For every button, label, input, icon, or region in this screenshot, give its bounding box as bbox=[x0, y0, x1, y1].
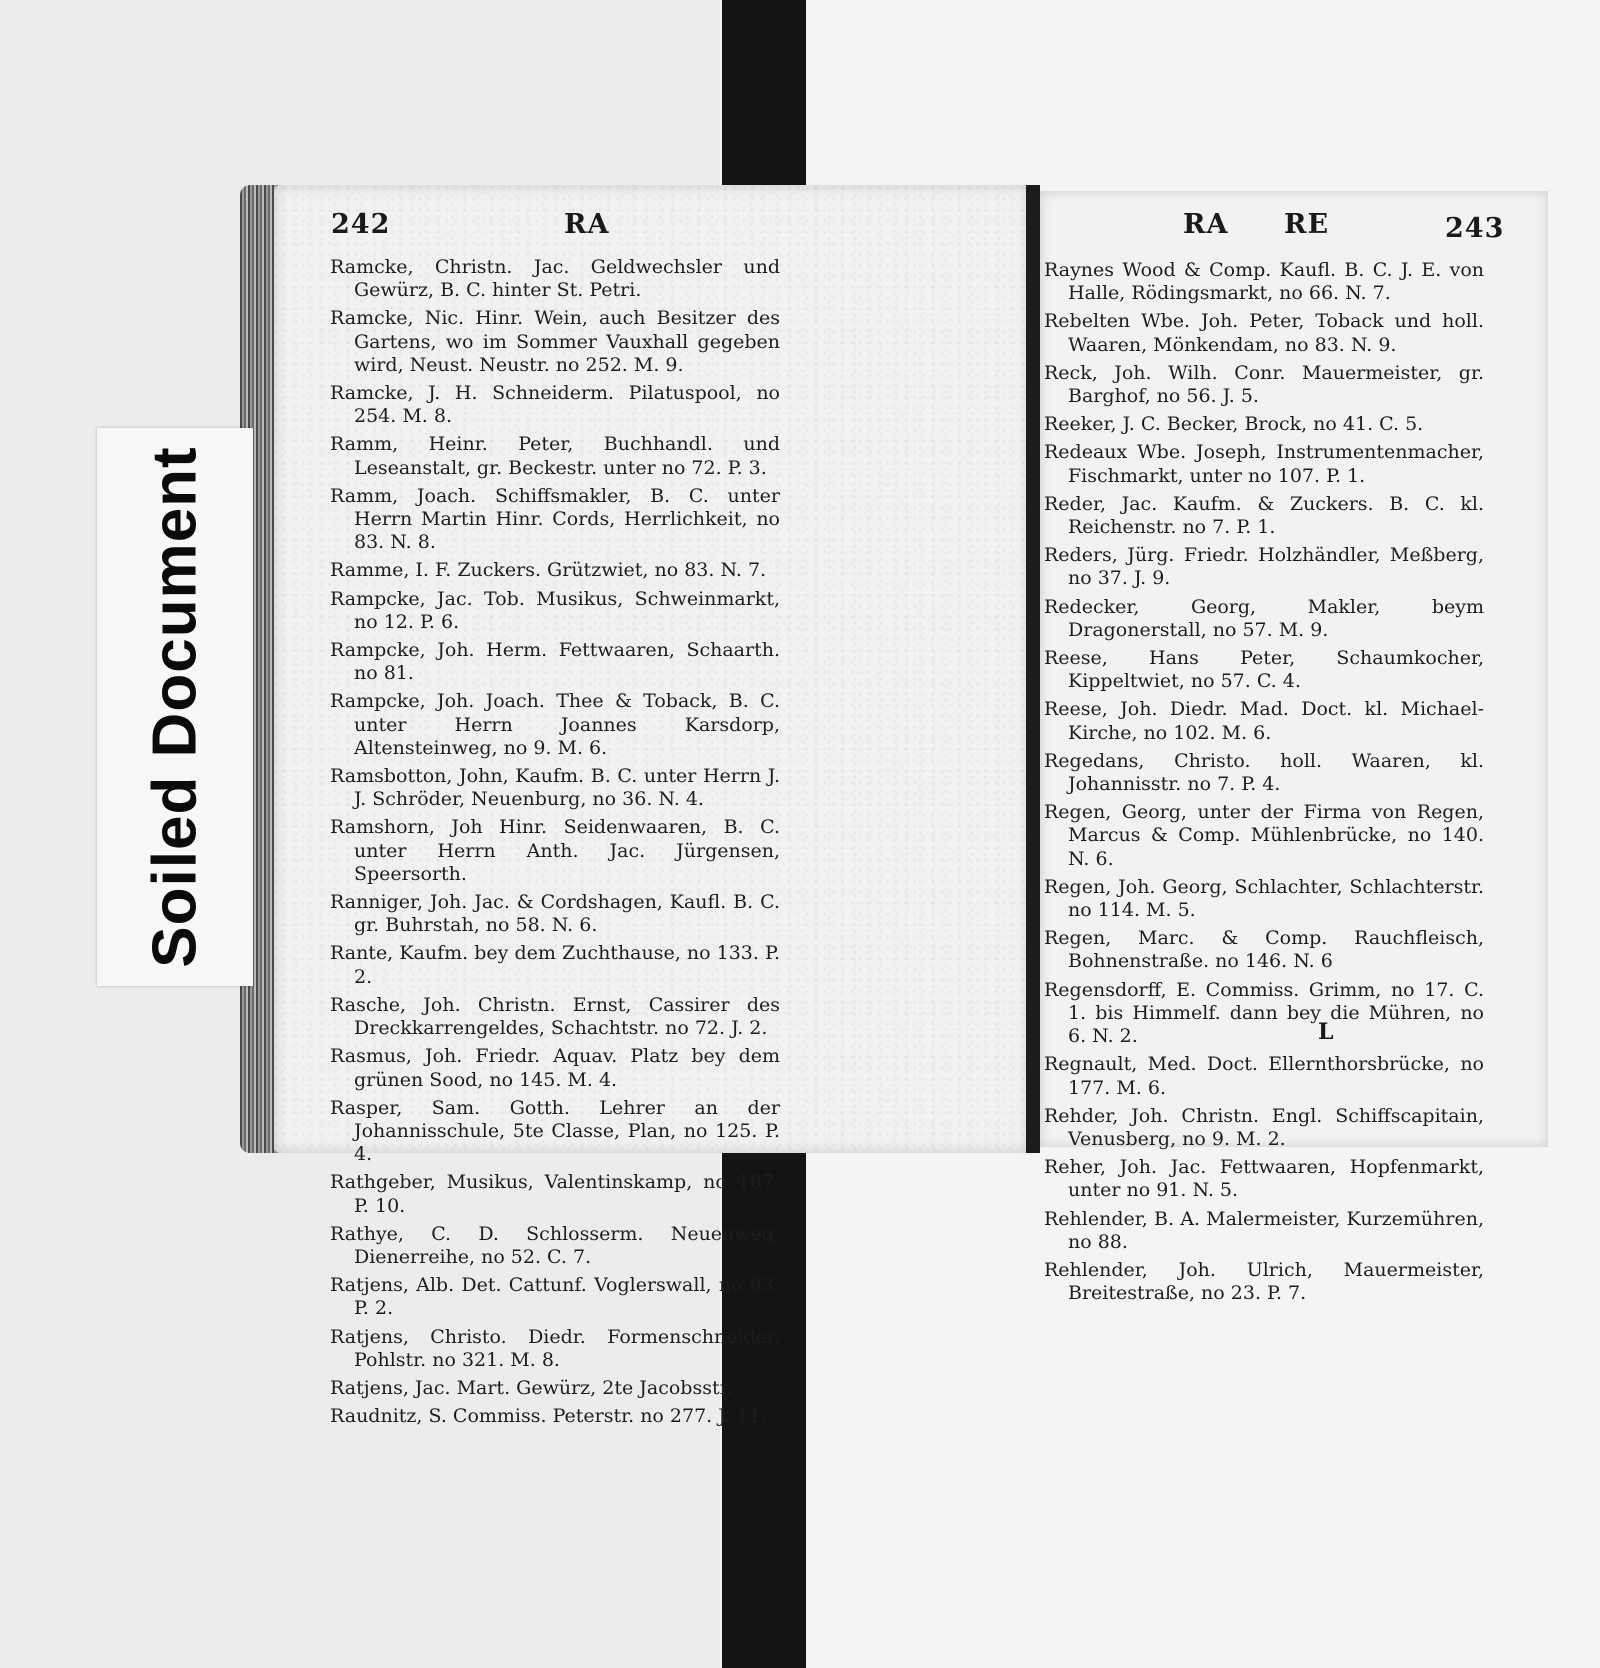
directory-entry: Regensdorff, E. Commiss. Grimm, no 17. C. 1. bis Himmelf. dann bey die Mühren, no 6. N. 2. bbox=[1044, 978, 1484, 1048]
directory-entry: Ramsbotton, John, Kaufm. B. C. unter Herrn J. J. Schröder, Neuenburg, no 36. N. 4. bbox=[330, 765, 780, 811]
directory-entry: Rehder, Joh. Christn. Engl. Schiffscapitain, Venusberg, no 9. M. 2. bbox=[1044, 1104, 1484, 1150]
directory-entry: Redecker, Georg, Makler, beym Dragonerstall, no 57. M. 9. bbox=[1044, 595, 1484, 641]
directory-entry: Rebelten Wbe. Joh. Peter, Toback und holl. Waaren, Mönkendam, no 83. N. 9. bbox=[1044, 310, 1484, 356]
left-entry-list bbox=[330, 256, 780, 1433]
directory-entry: Rampcke, Jac. Tob. Musikus, Schweinmarkt, no 12. P. 6. bbox=[330, 587, 780, 633]
right-running-head-right: RE bbox=[1284, 209, 1330, 240]
left-running-head: RA bbox=[564, 209, 610, 240]
right-entry-list bbox=[1044, 259, 1484, 1310]
directory-entry: Regedans, Christo. holl. Waaren, kl. Johannisstr. no 7. P. 4. bbox=[1044, 749, 1484, 796]
directory-entry: Ramm, Joach. Schiffsmakler, B. C. unter Herrn Martin Hinr. Cords, Herrlichkeit, no 83. N. 8. bbox=[330, 484, 780, 554]
directory-entry: Rasmus, Joh. Friedr. Aquav. Platz bey dem grünen Sood, no 145. M. 4. bbox=[330, 1045, 780, 1091]
directory-entry: Rehlender, B. A. Malermeister, Kurzemühren, no 88. bbox=[1044, 1207, 1484, 1253]
directory-entry: Ramshorn, Joh Hinr. Seidenwaaren, B. C. unter Herrn Anth. Jac. Jürgensen, Speersorth. bbox=[330, 816, 780, 885]
directory-entry: Regnault, Med. Doct. Ellernthorsbrücke, no 177. M. 6. bbox=[1044, 1053, 1484, 1099]
right-page bbox=[1040, 191, 1548, 1305]
directory-entry: Rehlender, Joh. Ulrich, Mauermeister, Breitestraße, no 23. P. 7. bbox=[1044, 1258, 1484, 1305]
directory-entry: Ramcke, Christn. Jac. Geldwechsler und Gewürz, B. C. hinter St. Petri. bbox=[330, 256, 780, 302]
right-running-head-left: RA bbox=[1183, 209, 1229, 240]
directory-entry: Reder, Jac. Kaufm. & Zuckers. B. C. kl. Reichenstr. no 7. P. 1. bbox=[1044, 492, 1484, 539]
soiled-document-stamp bbox=[97, 428, 253, 986]
left-page bbox=[274, 185, 1030, 1428]
right-page-number: 243 bbox=[1445, 213, 1505, 244]
open-book bbox=[240, 185, 1505, 1428]
directory-entry: Reher, Joh. Jac. Fettwaaren, Hopfenmarkt, unter no 91. N. 5. bbox=[1044, 1156, 1484, 1202]
directory-entry: Rante, Kaufm. bey dem Zuchthause, no 133. P. 2. bbox=[330, 942, 780, 988]
directory-entry: Rasper, Sam. Gotth. Lehrer an der Johannisschule, 5te Classe, Plan, no 125. P. 4. bbox=[330, 1096, 780, 1166]
directory-entry: Reese, Hans Peter, Schaumkocher, Kippeltwiet, no 57. C. 4. bbox=[1044, 647, 1484, 693]
directory-entry: Reck, Joh. Wilh. Conr. Mauermeister, gr. Barghof, no 56. J. 5. bbox=[1044, 361, 1484, 408]
directory-entry: Rathye, C. D. Schlosserm. Neuenweg, Dienerreihe, no 52. C. 7. bbox=[330, 1222, 780, 1268]
directory-entry: Ramcke, Nic. Hinr. Wein, auch Besitzer des Gartens, wo im Sommer Vauxhall gegeben wird, Neust. Neustr. no 252. M. 9. bbox=[330, 307, 780, 376]
directory-entry: Regen, Joh. Georg, Schlachter, Schlachterstr. no 114. M. 5. bbox=[1044, 875, 1484, 922]
directory-entry: Reeker, J. C. Becker, Brock, no 41. C. 5. bbox=[1044, 413, 1424, 436]
directory-entry: Ramm, Heinr. Peter, Buchhandl. und Leseanstalt, gr. Beckestr. unter no 72. P. 3. bbox=[330, 433, 780, 479]
directory-entry: Reese, Joh. Diedr. Mad. Doct. kl. Michael-Kirche, no 102. M. 6. bbox=[1044, 698, 1484, 744]
directory-entry: Raudnitz, S. Commiss. Peterstr. no 277. J. 11. bbox=[330, 1405, 767, 1428]
directory-entry: Ranniger, Joh. Jac. & Cordshagen, Kaufl. B. C. gr. Buhrstah, no 58. N. 6. bbox=[330, 891, 780, 937]
directory-entry: Ramcke, J. H. Schneiderm. Pilatuspool, no 254. M. 8. bbox=[330, 382, 780, 428]
directory-entry: Ratjens, Alb. Det. Cattunf. Voglerswall, no 93. P. 2. bbox=[330, 1274, 780, 1320]
directory-entry: Regen, Marc. & Comp. Rauchfleisch, Bohnenstraße. no 146. N. 6 bbox=[1044, 927, 1484, 973]
directory-entry: Ramme, I. F. Zuckers. Grützwiet, no 83. N. 7. bbox=[330, 559, 767, 582]
directory-entry: Ratjens, Christo. Diedr. Formenschneider, Pohlstr. no 321. M. 8. bbox=[330, 1325, 780, 1371]
book-gutter bbox=[1026, 185, 1040, 1153]
left-page-number: 242 bbox=[331, 209, 391, 240]
directory-entry: Rathgeber, Musikus, Valentinskamp, no 167. P. 10. bbox=[330, 1171, 780, 1217]
directory-entry: Rampcke, Joh. Herm. Fettwaaren, Schaarth. no 81. bbox=[330, 639, 780, 685]
directory-entry: Rasche, Joh. Christn. Ernst, Cassirer des Dreckkarrengeldes, Schachtstr. no 72. J. 2. bbox=[330, 993, 780, 1040]
directory-entry: Rampcke, Joh. Joach. Thee & Toback, B. C. unter Herrn Joannes Karsdorp, Altensteinweg, no 9. M. 6. bbox=[330, 690, 780, 759]
directory-entry: Ratjens, Jac. Mart. Gewürz, 2te Jacobsstr. bbox=[330, 1376, 733, 1399]
directory-entry: Raynes Wood & Comp. Kaufl. B. C. J. E. von Halle, Rödingsmarkt, no 66. N. 7. bbox=[1044, 259, 1484, 305]
signature-mark: L bbox=[1318, 1019, 1335, 1045]
directory-entry: Reders, Jürg. Friedr. Holzhändler, Meßberg, no 37. J. 9. bbox=[1044, 544, 1484, 590]
stamp-text: Soiled Document bbox=[140, 446, 210, 968]
directory-entry: Redeaux Wbe. Joseph, Instrumentenmacher, Fischmarkt, unter no 107. P. 1. bbox=[1044, 441, 1484, 487]
directory-entry: Regen, Georg, unter der Firma von Regen, Marcus & Comp. Mühlenbrücke, no 140. N. 6. bbox=[1044, 801, 1484, 870]
